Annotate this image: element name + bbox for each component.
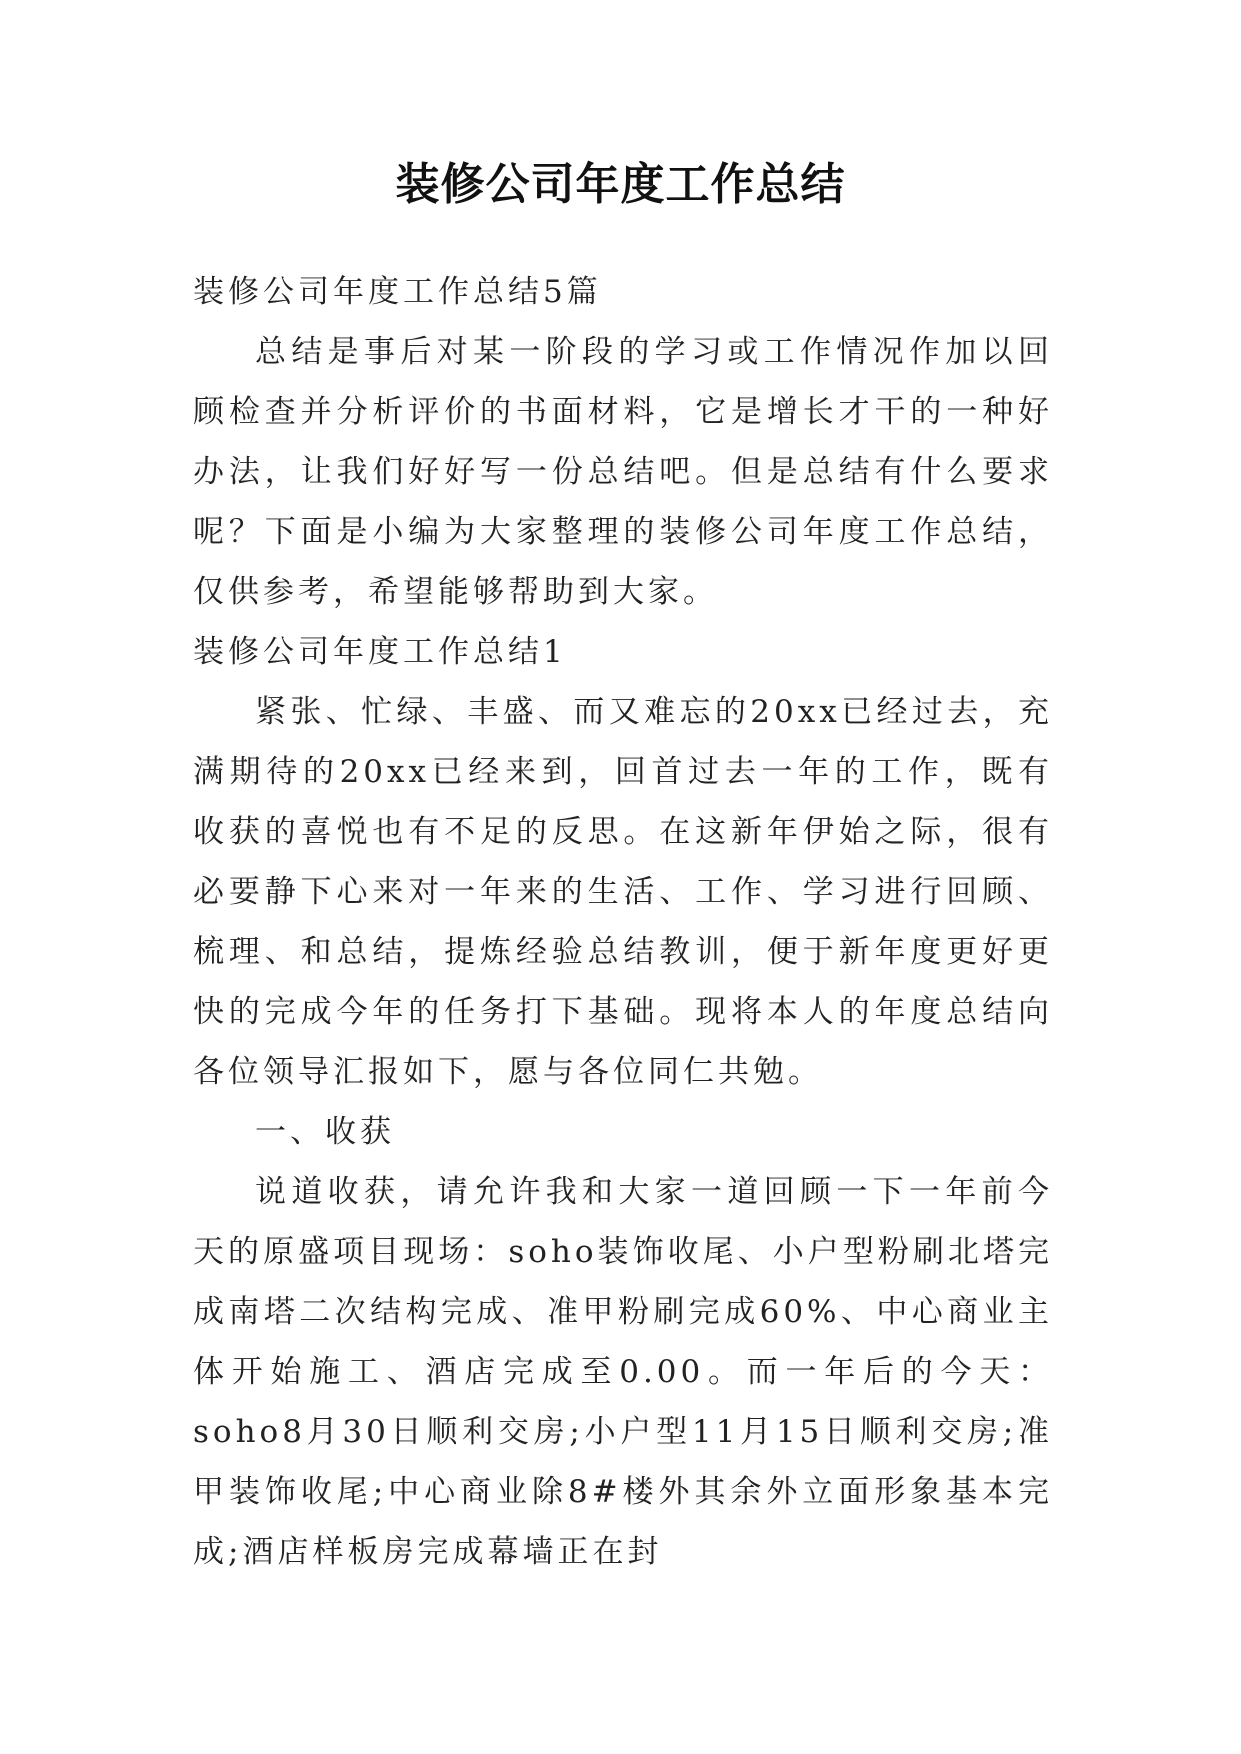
intro-paragraph: 总结是事后对某一阶段的学习或工作情况作加以回顾检查并分析评价的书面材料，它是增长才干的一种好办法，让我们好好写一份总结吧。但是总结有什么要求呢？下面是小编为大家整理的装修公司年度工作总结，仅供参考，希望能够帮助到大家。: [193, 334, 1053, 610]
section-1-block: [193, 622, 1053, 1582]
section-1-subheading: 一、收获: [255, 1114, 395, 1150]
intro-block: [193, 262, 1053, 622]
section-1-paragraph-1: 紧张、忙绿、丰盛、而又难忘的20xx已经过去，充满期待的20xx已经来到，回首过去一年的工作，既有收获的喜悦也有不足的反思。在这新年伊始之际，很有必要静下心来对一年来的生活、工作、学习进行回顾、梳理、和总结，提炼经验总结教训，便于新年度更好更快的完成今年的任务打下基础。现将本人的年度总结向各位领导汇报如下，愿与各位同仁共勉。: [193, 694, 1053, 1090]
section-1-heading: 装修公司年度工作总结1: [193, 634, 567, 670]
section-1-paragraph-2: 说道收获，请允许我和大家一道回顾一下一年前今天的原盛项目现场：soho装饰收尾、小户型粉刷北塔完成南塔二次结构完成、准甲粉刷完成60%、中心商业主体开始施工、酒店完成至0.00。而一年后的今天：soho8月30日顺利交房;小户型11月15日顺利交房;准甲装饰收尾;中心商业除8#楼外其余外立面形象基本完成;酒店样板房完成幕墙正在封: [193, 1174, 1053, 1570]
intro-heading: 装修公司年度工作总结5篇: [193, 274, 602, 310]
document-title: 装修公司年度工作总结: [395, 159, 846, 210]
